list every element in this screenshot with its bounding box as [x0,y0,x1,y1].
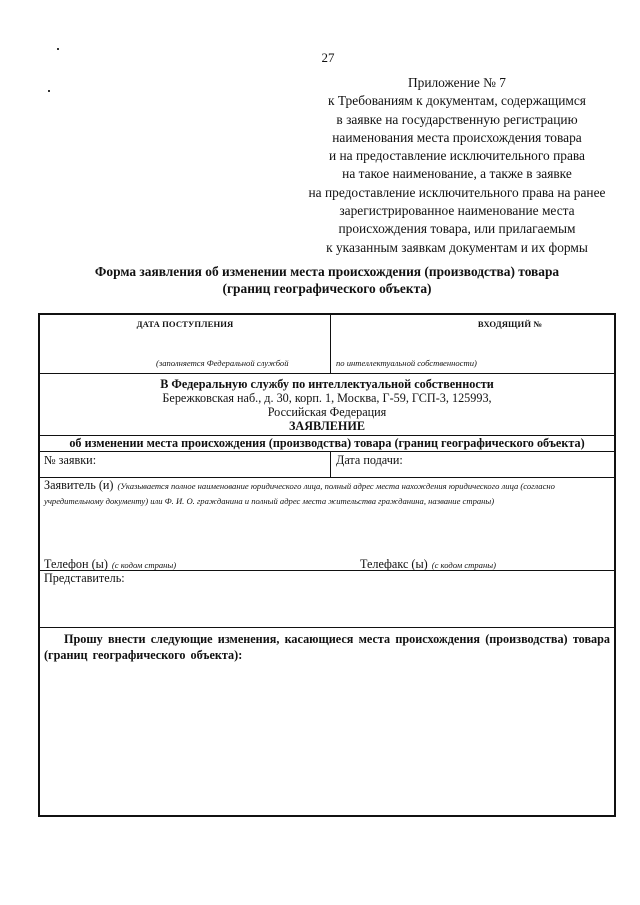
divider [40,373,614,374]
appendix-block [262,74,640,257]
addressee: В Федеральную службу по интеллектуальной собственности [160,377,494,391]
request-text[interactable]: Прошу внести следующие изменения, касающиеся места происхождения (производства) товара (границ географического объекта): [44,632,610,662]
divider [40,451,614,452]
page-number: 27 [321,50,335,65]
phone-hint: (с кодом страны) [111,560,177,570]
representative-field[interactable]: Представитель: [44,571,125,585]
receipt-date-label: ДАТА ПОСТУПЛЕНИЯ [136,319,234,329]
statement-subject: об изменении места происхождения (производства) товара (границ географического объекта) [69,436,585,450]
office-address: Бережковская наб., д. 30, корп. 1, Москва, Г-59, ГСП-3, 125993, [162,391,492,405]
appendix-title: Приложение № 7 [407,75,507,90]
applicant-hint: (Указывается полное наименование юридического лица, полный адрес места нахождения юридического лица (согласно учредительному документу) или Ф. И. О. гражданина и полный адрес места жительства гражданина, название страны) [44,481,555,506]
scan-speck [48,90,50,92]
filled-by-note-left: (заполняется Федеральной службой [156,358,289,368]
filled-by-note-right: по интеллектуальной собственности) [336,358,477,368]
appendix-line: к Требованиям к документам, содержащимся [328,93,586,109]
fax-hint: (с кодом страны) [431,560,496,570]
application-form [38,313,616,817]
filing-date-field[interactable]: Дата подачи: [336,453,403,467]
appendix-line: в заявке на государственную регистрацию [336,111,578,127]
appendix-line: наименования места происхождения товара [332,129,582,145]
appendix-line: зарегистрированное наименование места [339,203,575,219]
office-country: Российская Федерация [267,405,387,419]
divider [40,627,614,628]
appendix-line: и на предоставление исключительного права [329,148,585,164]
applicant-field[interactable] [44,478,610,508]
appendix-line: на предоставление исключительного права на ранее [308,184,606,200]
appendix-line: на такое наименование, а также в заявке [342,166,572,182]
application-number-field[interactable]: № заявки: [44,453,97,467]
fax-label: Телефакс (ы) [360,557,428,571]
applicant-label: Заявитель (и) [44,478,114,492]
form-title-line: Форма заявления об изменении места происхождения (производства) товара [94,264,560,279]
incoming-number-label: ВХОДЯЩИЙ № [477,319,543,329]
appendix-line: к указанным заявкам документам и их формы [326,239,588,255]
form-title-line: (границ географического объекта) [222,281,432,296]
statement-heading: ЗАЯВЛЕНИЕ [289,419,365,433]
divider [330,451,331,477]
form-title [40,263,614,297]
appendix-line: происхождения товара, или прилагаемым [338,221,576,237]
phone-label: Телефон (ы) [44,557,108,571]
